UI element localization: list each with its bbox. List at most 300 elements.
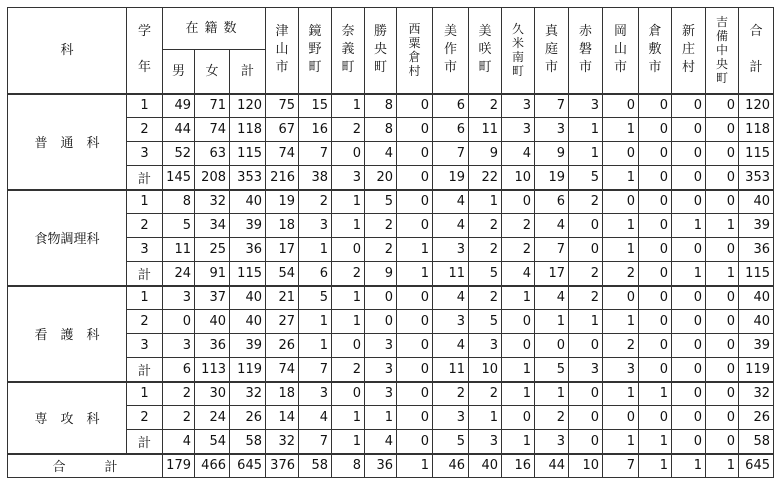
value-cell: 25 — [195, 238, 230, 262]
header-municipality-char: 義 — [341, 42, 355, 58]
grand-total-cell: 1 — [397, 454, 433, 478]
value-cell: 2 — [469, 238, 502, 262]
value-cell: 2 — [332, 358, 365, 382]
value-cell: 1 — [639, 382, 672, 406]
value-cell: 6 — [299, 262, 332, 286]
header-municipality-char: 敷 — [648, 42, 662, 58]
grand-total-cell: 36 — [365, 454, 397, 478]
value-cell: 24 — [163, 262, 195, 286]
value-cell: 1 — [299, 238, 332, 262]
grade-cell: 計 — [127, 358, 163, 382]
header-municipality-char: 磐 — [578, 42, 592, 58]
value-cell: 2 — [469, 286, 502, 310]
value-cell: 7 — [535, 238, 569, 262]
value-cell: 145 — [163, 166, 195, 190]
value-cell: 1 — [332, 190, 365, 214]
value-cell: 0 — [397, 358, 433, 382]
value-cell: 3 — [163, 334, 195, 358]
header-grade-bottom: 年 — [137, 60, 151, 76]
grand-total-cell: 46 — [433, 454, 469, 478]
value-cell: 0 — [569, 334, 603, 358]
value-cell: 2 — [502, 238, 535, 262]
value-cell: 353 — [739, 166, 774, 190]
value-cell: 36 — [195, 334, 230, 358]
header-municipality-char: 村 — [408, 64, 421, 79]
table-body — [8, 94, 774, 478]
value-cell: 2 — [332, 262, 365, 286]
header-municipality-char: 山 — [275, 42, 289, 58]
value-cell: 118 — [739, 118, 774, 142]
value-cell: 0 — [639, 118, 672, 142]
value-cell: 353 — [230, 166, 266, 190]
grade-cell: 1 — [127, 190, 163, 214]
value-cell: 4 — [433, 214, 469, 238]
value-cell: 91 — [195, 262, 230, 286]
value-cell: 18 — [266, 214, 299, 238]
value-cell: 1 — [469, 190, 502, 214]
value-cell: 2 — [569, 286, 603, 310]
header-municipality-char: 庭 — [544, 42, 558, 58]
value-cell: 40 — [739, 310, 774, 334]
value-cell: 34 — [195, 214, 230, 238]
value-cell: 3 — [163, 286, 195, 310]
value-cell: 1 — [502, 286, 535, 310]
grand-total-cell: 44 — [535, 454, 569, 478]
value-cell: 10 — [469, 358, 502, 382]
value-cell: 1 — [502, 358, 535, 382]
value-cell: 0 — [397, 286, 433, 310]
value-cell: 115 — [230, 262, 266, 286]
header-enrollment: 在籍数 — [163, 8, 266, 50]
value-cell: 1 — [535, 310, 569, 334]
value-cell: 3 — [365, 382, 397, 406]
value-cell: 119 — [739, 358, 774, 382]
value-cell: 0 — [365, 310, 397, 334]
header-municipality-char: 奈 — [341, 24, 355, 40]
table-row — [8, 190, 774, 214]
value-cell: 2 — [502, 214, 535, 238]
value-cell: 3 — [535, 430, 569, 454]
value-cell: 8 — [365, 94, 397, 118]
value-cell: 1 — [332, 286, 365, 310]
value-cell: 19 — [433, 166, 469, 190]
value-cell: 120 — [739, 94, 774, 118]
header-municipality-6 — [469, 8, 502, 94]
header-municipality-4 — [397, 8, 433, 94]
header-municipality-5 — [433, 8, 469, 94]
header-municipality-char: 市 — [443, 60, 457, 76]
value-cell: 6 — [433, 118, 469, 142]
value-cell: 11 — [433, 358, 469, 382]
grand-total-cell: 645 — [739, 454, 774, 478]
header-municipality-char: 市 — [613, 60, 627, 76]
value-cell: 74 — [266, 142, 299, 166]
value-cell: 67 — [266, 118, 299, 142]
value-cell: 0 — [639, 262, 672, 286]
value-cell: 37 — [195, 286, 230, 310]
value-cell: 118 — [230, 118, 266, 142]
value-cell: 0 — [639, 142, 672, 166]
value-cell: 5 — [469, 310, 502, 334]
grade-cell: 1 — [127, 382, 163, 406]
value-cell: 2 — [569, 190, 603, 214]
department-label: 食物調理科 — [8, 190, 127, 286]
value-cell: 2 — [433, 382, 469, 406]
value-cell: 4 — [502, 262, 535, 286]
value-cell: 0 — [397, 190, 433, 214]
value-cell: 0 — [706, 190, 739, 214]
value-cell: 3 — [299, 382, 332, 406]
grade-cell: 3 — [127, 142, 163, 166]
value-cell: 1 — [365, 406, 397, 430]
value-cell: 0 — [332, 238, 365, 262]
value-cell: 0 — [672, 286, 706, 310]
header-municipality-char: 合 — [749, 24, 763, 40]
value-cell: 40 — [739, 286, 774, 310]
header-municipality-char: 倉 — [648, 24, 662, 40]
value-cell: 0 — [502, 334, 535, 358]
value-cell: 40 — [230, 310, 266, 334]
value-cell: 54 — [266, 262, 299, 286]
value-cell: 38 — [299, 166, 332, 190]
value-cell: 1 — [502, 382, 535, 406]
value-cell: 120 — [230, 94, 266, 118]
value-cell: 9 — [469, 142, 502, 166]
value-cell: 4 — [365, 142, 397, 166]
header-municipality-char: 吉 — [715, 15, 728, 30]
grand-total-cell: 1 — [639, 454, 672, 478]
value-cell: 44 — [163, 118, 195, 142]
value-cell: 3 — [569, 358, 603, 382]
value-cell: 36 — [739, 238, 774, 262]
value-cell: 115 — [739, 142, 774, 166]
value-cell: 3 — [569, 94, 603, 118]
value-cell: 20 — [365, 166, 397, 190]
value-cell: 4 — [163, 430, 195, 454]
value-cell: 3 — [502, 94, 535, 118]
value-cell: 1 — [535, 382, 569, 406]
header-municipality-char: 鏡 — [308, 24, 322, 40]
grand-total-cell: 10 — [569, 454, 603, 478]
value-cell: 1 — [332, 430, 365, 454]
header-municipality-char: 町 — [341, 60, 355, 76]
grade-cell: 2 — [127, 406, 163, 430]
value-cell: 54 — [195, 430, 230, 454]
header-municipality-char: 計 — [749, 60, 763, 76]
grade-cell: 1 — [127, 286, 163, 310]
grand-total-label: 合 計 — [8, 454, 163, 478]
value-cell: 2 — [365, 214, 397, 238]
header-municipality-char: 久 — [511, 22, 524, 37]
value-cell: 1 — [603, 214, 639, 238]
value-cell: 0 — [706, 94, 739, 118]
value-cell: 9 — [535, 142, 569, 166]
value-cell: 36 — [230, 238, 266, 262]
value-cell: 1 — [569, 310, 603, 334]
value-cell: 14 — [266, 406, 299, 430]
value-cell: 0 — [603, 406, 639, 430]
value-cell: 1 — [706, 262, 739, 286]
value-cell: 0 — [672, 118, 706, 142]
value-cell: 74 — [266, 358, 299, 382]
value-cell: 5 — [433, 430, 469, 454]
value-cell: 7 — [433, 142, 469, 166]
header-municipality-char: 野 — [308, 42, 322, 58]
value-cell: 26 — [230, 406, 266, 430]
header-municipality-char: 央 — [715, 57, 728, 72]
value-cell: 0 — [672, 142, 706, 166]
value-cell: 1 — [603, 118, 639, 142]
grand-total-cell: 7 — [603, 454, 639, 478]
value-cell: 0 — [672, 430, 706, 454]
table-row — [8, 382, 774, 406]
value-cell: 5 — [365, 190, 397, 214]
value-cell: 16 — [299, 118, 332, 142]
value-cell: 0 — [639, 94, 672, 118]
value-cell: 6 — [535, 190, 569, 214]
value-cell: 2 — [332, 118, 365, 142]
value-cell: 2 — [535, 406, 569, 430]
grand-total-cell: 58 — [299, 454, 332, 478]
value-cell: 1 — [332, 94, 365, 118]
value-cell: 0 — [397, 166, 433, 190]
header-grade-top: 学 — [137, 24, 151, 40]
value-cell: 0 — [639, 214, 672, 238]
header-municipality-8 — [535, 8, 569, 94]
value-cell: 39 — [739, 334, 774, 358]
value-cell: 3 — [535, 118, 569, 142]
header-municipality-char: 市 — [648, 60, 662, 76]
value-cell: 49 — [163, 94, 195, 118]
value-cell: 0 — [672, 310, 706, 334]
value-cell: 0 — [365, 286, 397, 310]
value-cell: 5 — [163, 214, 195, 238]
value-cell: 75 — [266, 94, 299, 118]
value-cell: 0 — [672, 334, 706, 358]
value-cell: 0 — [639, 166, 672, 190]
value-cell: 4 — [299, 406, 332, 430]
value-cell: 0 — [397, 310, 433, 334]
value-cell: 2 — [365, 238, 397, 262]
value-cell: 1 — [603, 310, 639, 334]
value-cell: 40 — [195, 310, 230, 334]
grand-total-cell: 376 — [266, 454, 299, 478]
value-cell: 0 — [639, 286, 672, 310]
value-cell: 0 — [639, 310, 672, 334]
value-cell: 10 — [502, 166, 535, 190]
value-cell: 3 — [469, 334, 502, 358]
value-cell: 1 — [332, 214, 365, 238]
value-cell: 2 — [469, 214, 502, 238]
value-cell: 30 — [195, 382, 230, 406]
value-cell: 7 — [299, 358, 332, 382]
header-municipality-char: 美 — [443, 24, 457, 40]
value-cell: 7 — [535, 94, 569, 118]
value-cell: 2 — [469, 94, 502, 118]
value-cell: 26 — [266, 334, 299, 358]
value-cell: 52 — [163, 142, 195, 166]
value-cell: 11 — [433, 262, 469, 286]
value-cell: 39 — [230, 214, 266, 238]
value-cell: 0 — [706, 430, 739, 454]
header-municipality-char: 作 — [443, 42, 457, 58]
value-cell: 9 — [365, 262, 397, 286]
department-label: 看 護 科 — [8, 286, 127, 382]
header-municipality-11 — [639, 8, 672, 94]
grand-total-cell: 179 — [163, 454, 195, 478]
grade-cell: 1 — [127, 94, 163, 118]
grade-cell: 3 — [127, 334, 163, 358]
value-cell: 26 — [739, 406, 774, 430]
value-cell: 0 — [672, 94, 706, 118]
value-cell: 0 — [706, 286, 739, 310]
value-cell: 0 — [502, 190, 535, 214]
value-cell: 1 — [332, 310, 365, 334]
value-cell: 5 — [535, 358, 569, 382]
value-cell: 71 — [195, 94, 230, 118]
value-cell: 0 — [672, 406, 706, 430]
value-cell: 11 — [163, 238, 195, 262]
header-municipality-char: 西 — [408, 22, 421, 37]
header-municipality-14 — [739, 8, 774, 94]
value-cell: 0 — [639, 190, 672, 214]
department-label: 専 攻 科 — [8, 382, 127, 454]
value-cell: 0 — [706, 310, 739, 334]
value-cell: 0 — [706, 238, 739, 262]
header-municipality-3 — [365, 8, 397, 94]
value-cell: 4 — [433, 334, 469, 358]
value-cell: 32 — [195, 190, 230, 214]
value-cell: 0 — [332, 142, 365, 166]
value-cell: 11 — [469, 118, 502, 142]
value-cell: 1 — [672, 214, 706, 238]
value-cell: 3 — [433, 310, 469, 334]
value-cell: 7 — [299, 430, 332, 454]
value-cell: 216 — [266, 166, 299, 190]
value-cell: 0 — [706, 334, 739, 358]
value-cell: 32 — [266, 430, 299, 454]
value-cell: 63 — [195, 142, 230, 166]
header-municipality-char: 赤 — [578, 24, 592, 40]
value-cell: 1 — [672, 262, 706, 286]
value-cell: 22 — [469, 166, 502, 190]
value-cell: 2 — [603, 262, 639, 286]
header-municipality-char: 山 — [613, 42, 627, 58]
table-row — [8, 94, 774, 118]
grand-total-cell: 1 — [706, 454, 739, 478]
value-cell: 5 — [569, 166, 603, 190]
grade-cell: 2 — [127, 310, 163, 334]
grade-cell: 2 — [127, 118, 163, 142]
grand-total-cell: 40 — [469, 454, 502, 478]
value-cell: 2 — [299, 190, 332, 214]
header-municipality-char: 村 — [681, 60, 695, 76]
value-cell: 1 — [332, 406, 365, 430]
value-cell: 27 — [266, 310, 299, 334]
value-cell: 0 — [397, 142, 433, 166]
grand-total-cell: 8 — [332, 454, 365, 478]
value-cell: 0 — [332, 334, 365, 358]
value-cell: 4 — [365, 430, 397, 454]
value-cell: 3 — [469, 430, 502, 454]
value-cell: 3 — [299, 214, 332, 238]
value-cell: 0 — [706, 118, 739, 142]
header-municipality-0 — [266, 8, 299, 94]
header-municipality-1 — [299, 8, 332, 94]
header-municipality-char: 市 — [275, 60, 289, 76]
value-cell: 0 — [603, 190, 639, 214]
department-label: 普 通 科 — [8, 94, 127, 190]
value-cell: 0 — [397, 214, 433, 238]
grand-total-cell: 466 — [195, 454, 230, 478]
value-cell: 4 — [535, 286, 569, 310]
value-cell: 0 — [672, 382, 706, 406]
value-cell: 15 — [299, 94, 332, 118]
header-municipality-9 — [569, 8, 603, 94]
value-cell: 0 — [706, 382, 739, 406]
value-cell: 0 — [639, 358, 672, 382]
value-cell: 4 — [433, 286, 469, 310]
header-municipality-char: 粟 — [408, 36, 421, 51]
table-header — [8, 8, 774, 94]
header-municipality-char: 町 — [308, 60, 322, 76]
value-cell: 0 — [332, 382, 365, 406]
value-cell: 1 — [603, 430, 639, 454]
value-cell: 4 — [502, 142, 535, 166]
header-municipality-char: 備 — [715, 29, 728, 44]
header-municipality-12 — [672, 8, 706, 94]
grade-cell: 計 — [127, 430, 163, 454]
value-cell: 0 — [163, 310, 195, 334]
value-cell: 32 — [230, 382, 266, 406]
value-cell: 1 — [706, 214, 739, 238]
value-cell: 0 — [706, 358, 739, 382]
value-cell: 1 — [469, 406, 502, 430]
value-cell: 3 — [332, 166, 365, 190]
value-cell: 3 — [365, 334, 397, 358]
value-cell: 21 — [266, 286, 299, 310]
value-cell: 40 — [739, 190, 774, 214]
value-cell: 3 — [603, 358, 639, 382]
value-cell: 8 — [365, 118, 397, 142]
value-cell: 0 — [569, 214, 603, 238]
header-municipality-char: 津 — [275, 24, 289, 40]
value-cell: 1 — [603, 238, 639, 262]
value-cell: 0 — [639, 238, 672, 262]
value-cell: 1 — [569, 142, 603, 166]
value-cell: 2 — [603, 334, 639, 358]
value-cell: 18 — [266, 382, 299, 406]
header-municipality-char: 勝 — [373, 24, 387, 40]
value-cell: 40 — [230, 190, 266, 214]
grand-total-cell: 16 — [502, 454, 535, 478]
header-municipality-char: 岡 — [613, 24, 627, 40]
value-cell: 0 — [569, 406, 603, 430]
value-cell: 0 — [706, 166, 739, 190]
value-cell: 0 — [397, 430, 433, 454]
value-cell: 1 — [569, 118, 603, 142]
value-cell: 1 — [397, 238, 433, 262]
value-cell: 3 — [433, 238, 469, 262]
header-municipality-10 — [603, 8, 639, 94]
value-cell: 19 — [266, 190, 299, 214]
value-cell: 1 — [299, 334, 332, 358]
value-cell: 0 — [672, 190, 706, 214]
value-cell: 119 — [230, 358, 266, 382]
value-cell: 1 — [502, 430, 535, 454]
value-cell: 8 — [163, 190, 195, 214]
value-cell: 0 — [672, 358, 706, 382]
